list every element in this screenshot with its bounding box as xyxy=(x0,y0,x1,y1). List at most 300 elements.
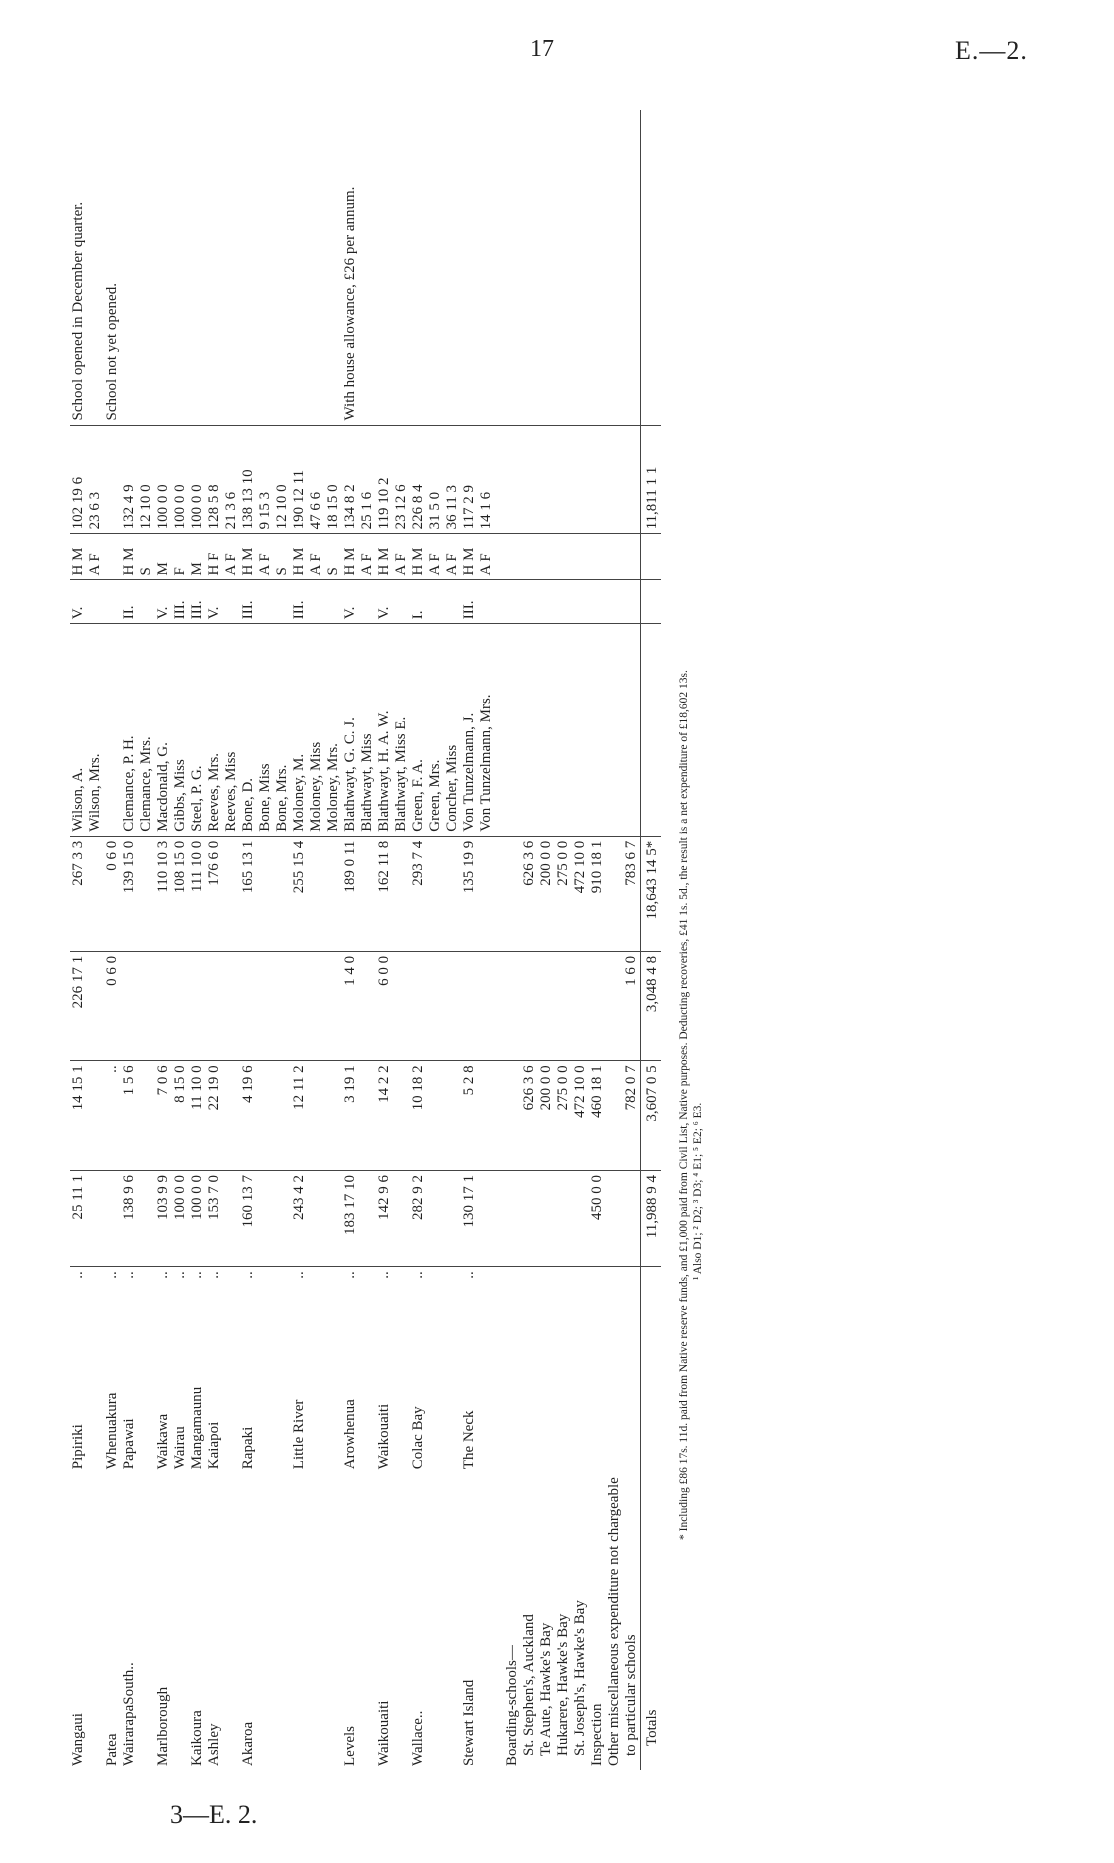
empty-cell xyxy=(641,110,662,425)
cell-c11 xyxy=(325,580,342,624)
empty-cell xyxy=(538,534,555,580)
empty-cell xyxy=(521,951,538,1061)
spacer-cell xyxy=(495,110,504,425)
cell-c12: M xyxy=(155,534,172,580)
footnote-line-1: * Including £86 17s. 11d. paid from Native reserve funds, and £1,000 paid from Civil List, Native purposes. Deducting recoveries, £41 1s. 5d., the result is a net expenditure of £18,602 13s. xyxy=(678,670,690,1540)
table-row xyxy=(342,110,359,1770)
boarding-heading: Boarding-schools— xyxy=(504,1645,520,1766)
cell-c10: Blathwayt, H. A. W. xyxy=(376,624,393,836)
empty-cell xyxy=(606,110,623,425)
cell-c1 xyxy=(87,1473,104,1770)
cell-c1: Akaroa xyxy=(240,1721,256,1766)
empty-cell xyxy=(538,624,555,836)
empty-cell xyxy=(504,580,521,624)
cell-c7: 275 0 0 xyxy=(555,836,572,951)
cell-c14 xyxy=(359,110,376,425)
cell-c2: Whenuakura xyxy=(104,1392,120,1470)
cell-c1 xyxy=(308,1473,325,1770)
cell-c5: 3 19 1 xyxy=(342,1061,359,1171)
empty-cell xyxy=(589,534,606,580)
cell-c4: 138 9 6 xyxy=(121,1171,138,1267)
cell-c2 xyxy=(478,1283,495,1474)
cell-c1: WairarapaSouth.. xyxy=(121,1662,137,1766)
cell-c14 xyxy=(376,110,393,425)
empty-cell xyxy=(589,1283,606,1474)
boarding-row xyxy=(538,110,555,1770)
cell-c3: .. xyxy=(121,1271,137,1279)
cell-c3: .. xyxy=(376,1271,392,1279)
cell-c3 xyxy=(257,1267,274,1283)
empty-cell xyxy=(606,425,623,534)
empty-cell xyxy=(589,1267,606,1283)
empty-cell xyxy=(606,624,623,836)
cell-c1: Patea xyxy=(104,1733,120,1766)
spacer-cell xyxy=(495,1171,504,1267)
empty-cell xyxy=(606,1283,623,1474)
spacer-cell xyxy=(495,1267,504,1283)
cell-c12: A F xyxy=(87,534,104,580)
signature-mark: 3—E. 2. xyxy=(170,1800,258,1829)
cell-c10: Green, F. A. xyxy=(410,624,427,836)
cell-c1 xyxy=(257,1473,274,1770)
cell-c7: 162 11 8 xyxy=(376,836,393,951)
cell-c6 xyxy=(155,951,172,1061)
cell-c14 xyxy=(291,110,308,425)
cell-c7 xyxy=(274,836,291,951)
cell-c3 xyxy=(427,1267,444,1283)
empty-cell xyxy=(555,1171,572,1267)
cell-c5 xyxy=(87,1061,104,1171)
empty-cell xyxy=(623,1283,641,1474)
cell-c2: Waikouaiti xyxy=(376,1403,392,1470)
cell-c5: 472 10 0 xyxy=(572,1061,589,1171)
cell-c13: 100 0 0 xyxy=(155,425,172,534)
cell-c13: 14 1 6 xyxy=(478,425,495,534)
cell-c11 xyxy=(478,580,495,624)
cell-c10: Clemance, Mrs. xyxy=(138,624,155,836)
cell-c5: 10 18 2 xyxy=(410,1061,427,1171)
empty-cell xyxy=(623,425,641,534)
cell-c12: A F xyxy=(359,534,376,580)
boarding-row xyxy=(555,110,572,1770)
cell-c13: 100 0 0 xyxy=(172,425,189,534)
cell-c3 xyxy=(274,1267,291,1283)
cell-c3 xyxy=(359,1267,376,1283)
misc-label-line-2: to particular schools xyxy=(623,1634,639,1756)
cell-c3: .. xyxy=(410,1271,426,1279)
cell-c6: 1 4 0 xyxy=(342,951,359,1061)
empty-cell xyxy=(623,580,641,624)
cell-c1 xyxy=(427,1473,444,1770)
empty-cell xyxy=(504,951,521,1061)
cell-c12: S xyxy=(325,534,342,580)
cell-c2: Mangamaunu xyxy=(189,1386,205,1470)
empty-cell xyxy=(589,624,606,836)
cell-c7: 139 15 0 xyxy=(121,836,138,951)
cell-c6 xyxy=(410,951,427,1061)
cell-c5 xyxy=(223,1061,240,1171)
cell-c4: 160 13 7 xyxy=(240,1171,257,1267)
cell-c10: Von Tunzelmann, Mrs. xyxy=(478,624,495,836)
cell-c1 xyxy=(478,1473,495,1770)
cell-c13: 36 11 3 xyxy=(444,425,461,534)
boarding-school-name: Te Aute, Hawke's Bay xyxy=(538,1622,554,1756)
table-body xyxy=(70,110,661,1770)
cell-c4: 243 4 2 xyxy=(291,1171,308,1267)
table-row xyxy=(87,110,104,1770)
inspection-label: Inspection xyxy=(589,1703,605,1766)
cell-c11 xyxy=(87,580,104,624)
cell-c7 xyxy=(427,836,444,951)
spacer-cell xyxy=(495,836,504,951)
table-row xyxy=(240,110,257,1770)
cell-c11: V. xyxy=(155,580,172,624)
cell-c3: .. xyxy=(206,1271,222,1279)
cell-c5: 14 2 2 xyxy=(376,1061,393,1171)
cell-c2 xyxy=(308,1283,325,1474)
empty-cell xyxy=(555,425,572,534)
cell-c12: A F xyxy=(308,534,325,580)
empty-cell xyxy=(538,1283,555,1474)
cell-c6 xyxy=(393,951,410,1061)
table-row xyxy=(155,110,172,1770)
cell-c14: With house allowance, £26 per annum. xyxy=(342,110,359,425)
table-row xyxy=(427,110,444,1770)
cell-c4: 103 9 9 xyxy=(155,1171,172,1267)
cell-c4: 25 11 1 xyxy=(70,1171,87,1267)
cell-c5: 5 2 8 xyxy=(461,1061,478,1171)
empty-cell xyxy=(555,534,572,580)
empty-cell xyxy=(538,425,555,534)
cell-c6 xyxy=(359,951,376,1061)
cell-c4 xyxy=(308,1171,325,1267)
spacer-cell xyxy=(495,1473,504,1770)
cell-c13: 128 5 8 xyxy=(206,425,223,534)
empty-cell xyxy=(504,836,521,951)
cell-c7: 255 15 4 xyxy=(291,836,308,951)
cell-c2: Arowhenua xyxy=(342,1399,358,1470)
cell-c2 xyxy=(87,1283,104,1474)
empty-cell xyxy=(504,534,521,580)
empty-cell xyxy=(555,1283,572,1474)
cell-c5: 14 15 1 xyxy=(70,1061,87,1171)
cell-c10: Clemance, P. H. xyxy=(121,624,138,836)
cell-c10: Macdonald, G. xyxy=(155,624,172,836)
cell-c12: A F xyxy=(393,534,410,580)
cell-c4 xyxy=(257,1171,274,1267)
cell-c3 xyxy=(308,1267,325,1283)
cell-c11 xyxy=(427,580,444,624)
cell-c12: H M xyxy=(376,534,393,580)
empty-cell xyxy=(504,1283,521,1474)
spacer-cell xyxy=(495,580,504,624)
empty-cell xyxy=(504,110,521,425)
cell-c6 xyxy=(121,951,138,1061)
misc-row-1 xyxy=(606,110,623,1770)
boarding-row xyxy=(521,110,538,1770)
cell-c6 xyxy=(257,951,274,1061)
cell-c6 xyxy=(308,951,325,1061)
cell-c13: 102 19 6 xyxy=(70,425,87,534)
empty-cell xyxy=(623,1267,641,1283)
cell-c10: Von Tunzelmann, J. xyxy=(461,624,478,836)
table-row xyxy=(206,110,223,1770)
empty-cell xyxy=(504,1061,521,1171)
cell-c6 xyxy=(138,951,155,1061)
cell-c5: 275 0 0 xyxy=(555,1061,572,1171)
cell-c12 xyxy=(104,534,121,580)
cell-c1 xyxy=(172,1473,189,1770)
empty-cell xyxy=(555,1267,572,1283)
totals-label: Totals xyxy=(641,1473,662,1770)
cell-c10: Blathwayt, G. C. J. xyxy=(342,624,359,836)
table-row xyxy=(138,110,155,1770)
cell-c7: 189 0 11 xyxy=(342,836,359,951)
cell-c14 xyxy=(206,110,223,425)
cell-c2: Kaiapoi xyxy=(206,1421,222,1470)
cell-c10 xyxy=(104,624,121,836)
empty-cell xyxy=(538,1267,555,1283)
cell-c14 xyxy=(478,110,495,425)
empty-cell xyxy=(555,580,572,624)
spacer-cell xyxy=(495,534,504,580)
table-row xyxy=(461,110,478,1770)
cell-c14 xyxy=(444,110,461,425)
spacer-cell xyxy=(495,951,504,1061)
empty-cell xyxy=(606,1061,623,1171)
cell-c14: School opened in December quarter. xyxy=(70,110,87,425)
cell-c6 xyxy=(172,951,189,1061)
cell-c7 xyxy=(138,836,155,951)
total-c6: 3,048 4 8 xyxy=(641,951,662,1061)
cell-c5 xyxy=(444,1061,461,1171)
cell-c5: 626 3 6 xyxy=(521,1061,538,1171)
cell-c6: 226 17 1 xyxy=(70,951,87,1061)
total-c13: 11,811 1 1 xyxy=(641,425,662,534)
cell-c13: 21 3 6 xyxy=(223,425,240,534)
cell-c6: 6 0 0 xyxy=(376,951,393,1061)
cell-c2: The Neck xyxy=(461,1410,477,1470)
cell-c12: A F xyxy=(427,534,444,580)
cell-c4 xyxy=(104,1171,121,1267)
cell-c12: S xyxy=(274,534,291,580)
cell-c1 xyxy=(393,1473,410,1770)
cell-c12: H M xyxy=(70,534,87,580)
cell-c10: Blathwayt, Miss xyxy=(359,624,376,836)
cell-c5 xyxy=(257,1061,274,1171)
total-c5: 3,607 0 5 xyxy=(641,1061,662,1171)
totals-row xyxy=(641,110,662,1770)
cell-c11: III. xyxy=(461,580,478,624)
empty-cell xyxy=(641,580,662,624)
document-reference: E.—2. xyxy=(955,36,1028,65)
empty-cell xyxy=(521,110,538,425)
cell-c10: Bone, D. xyxy=(240,624,257,836)
cell-c11 xyxy=(393,580,410,624)
cell-c12: H M xyxy=(121,534,138,580)
cell-c11: III. xyxy=(172,580,189,624)
cell-c2: Waikawa xyxy=(155,1413,171,1470)
cell-c7 xyxy=(444,836,461,951)
cell-c14 xyxy=(240,110,257,425)
cell-c7: 626 3 6 xyxy=(521,836,538,951)
table-row xyxy=(70,110,87,1770)
empty-cell xyxy=(555,110,572,425)
spacer-cell xyxy=(495,1283,504,1474)
empty-cell xyxy=(641,1267,662,1283)
cell-c1 xyxy=(138,1473,155,1770)
cell-c10: Moloney, Mrs. xyxy=(325,624,342,836)
cell-c10: Wilson, A. xyxy=(70,624,87,836)
empty-cell xyxy=(606,534,623,580)
empty-cell xyxy=(521,580,538,624)
cell-c11 xyxy=(444,580,461,624)
table-row xyxy=(274,110,291,1770)
cell-c1: Ashley xyxy=(206,1723,222,1766)
table-row xyxy=(325,110,342,1770)
cell-c4 xyxy=(359,1171,376,1267)
cell-c11 xyxy=(104,580,121,624)
cell-c6 xyxy=(291,951,308,1061)
cell-c1: Wangaui xyxy=(70,1713,86,1766)
empty-cell xyxy=(504,624,521,836)
cell-c2: Pipiriki xyxy=(70,1424,86,1470)
empty-cell xyxy=(606,1267,623,1283)
empty-cell xyxy=(572,110,589,425)
total-c4: 11,988 9 4 xyxy=(641,1171,662,1267)
empty-cell xyxy=(641,624,662,836)
empty-cell xyxy=(504,425,521,534)
cell-c2: Colac Bay xyxy=(410,1406,426,1470)
table-row xyxy=(410,110,427,1770)
cell-c11: I. xyxy=(410,580,427,624)
empty-cell xyxy=(623,624,641,836)
cell-c14 xyxy=(87,110,104,425)
spacer-cell xyxy=(495,1061,504,1171)
cell-c1: Levels xyxy=(342,1726,358,1766)
cell-c1 xyxy=(274,1473,291,1770)
cell-c14 xyxy=(410,110,427,425)
cell-c4 xyxy=(138,1171,155,1267)
cell-c6 xyxy=(87,951,104,1061)
cell-c13: 190 12 11 xyxy=(291,425,308,534)
cell-c2 xyxy=(427,1283,444,1474)
cell-c7: 135 19 9 xyxy=(461,836,478,951)
cell-c2 xyxy=(444,1283,461,1474)
empty-cell xyxy=(572,1267,589,1283)
empty-cell xyxy=(606,951,623,1061)
cell-c12: S xyxy=(138,534,155,580)
cell-c3 xyxy=(325,1267,342,1283)
table-row xyxy=(291,110,308,1770)
cell-c7: 200 0 0 xyxy=(538,836,555,951)
cell-c1: Wallace.. xyxy=(410,1710,426,1766)
cell-c12: H F xyxy=(206,534,223,580)
empty-cell xyxy=(641,1283,662,1474)
empty-cell xyxy=(606,580,623,624)
cell-c4 xyxy=(325,1171,342,1267)
cell-c12: M xyxy=(189,534,206,580)
cell-c4 xyxy=(274,1171,291,1267)
cell-c7: 910 18 1 xyxy=(589,836,606,951)
cell-c13 xyxy=(104,425,121,534)
cell-c1: Marlborough xyxy=(155,1686,171,1766)
cell-c1: Kaikoura xyxy=(189,1710,205,1766)
empty-cell xyxy=(589,110,606,425)
cell-c5: 782 0 7 xyxy=(623,1061,641,1171)
cell-c5 xyxy=(427,1061,444,1171)
cell-c5: 7 0 6 xyxy=(155,1061,172,1171)
cell-c5 xyxy=(308,1061,325,1171)
cell-c10: Reeves, Mrs. xyxy=(206,624,223,836)
cell-c7: 293 7 4 xyxy=(410,836,427,951)
cell-c13: 12 10 0 xyxy=(138,425,155,534)
cell-c13: 18 15 0 xyxy=(325,425,342,534)
cell-c3: .. xyxy=(342,1271,358,1279)
cell-c13: 100 0 0 xyxy=(189,425,206,534)
cell-c11: III. xyxy=(291,580,308,624)
cell-c10: Green, Mrs. xyxy=(427,624,444,836)
cell-c4: 130 17 1 xyxy=(461,1171,478,1267)
table-row xyxy=(223,110,240,1770)
empty-cell xyxy=(538,580,555,624)
empty-cell xyxy=(589,580,606,624)
cell-c2: Wairau xyxy=(172,1426,188,1470)
boarding-school-name: Hukarere, Hawke's Bay xyxy=(555,1613,571,1756)
cell-c10: Gibbs, Miss xyxy=(172,624,189,836)
footnote xyxy=(677,110,705,1770)
cell-c6 xyxy=(444,951,461,1061)
cell-c4 xyxy=(444,1171,461,1267)
table-row xyxy=(478,110,495,1770)
cell-c5 xyxy=(325,1061,342,1171)
empty-cell xyxy=(538,951,555,1061)
cell-c1 xyxy=(359,1473,376,1770)
cell-c14 xyxy=(155,110,172,425)
cell-c14 xyxy=(138,110,155,425)
cell-c1: Waikouaiti xyxy=(376,1700,392,1766)
empty-cell xyxy=(504,1267,521,1283)
cell-c5 xyxy=(393,1061,410,1171)
cell-c2 xyxy=(257,1283,274,1474)
cell-c6 xyxy=(223,951,240,1061)
table-row xyxy=(393,110,410,1770)
cell-c13: 12 10 0 xyxy=(274,425,291,534)
cell-c14 xyxy=(121,110,138,425)
cell-c10: Moloney, Miss xyxy=(308,624,325,836)
rotated-table-area xyxy=(70,110,740,1770)
cell-c1 xyxy=(444,1473,461,1770)
table-row xyxy=(308,110,325,1770)
table-row xyxy=(257,110,274,1770)
cell-c3: .. xyxy=(70,1271,86,1279)
boarding-school-name: St. Stephen's, Auckland xyxy=(521,1614,537,1756)
cell-c10: Wilson, Mrs. xyxy=(87,624,104,836)
cell-c12: A F xyxy=(444,534,461,580)
cell-c7 xyxy=(87,836,104,951)
empty-cell xyxy=(572,624,589,836)
cell-c4: 183 17 10 xyxy=(342,1171,359,1267)
cell-c14 xyxy=(257,110,274,425)
cell-c4 xyxy=(223,1171,240,1267)
cell-c5 xyxy=(359,1061,376,1171)
empty-cell xyxy=(572,1171,589,1267)
spacer-cell xyxy=(495,624,504,836)
empty-cell xyxy=(521,1267,538,1283)
cell-c7 xyxy=(257,836,274,951)
cell-c6 xyxy=(427,951,444,1061)
cell-c14 xyxy=(172,110,189,425)
